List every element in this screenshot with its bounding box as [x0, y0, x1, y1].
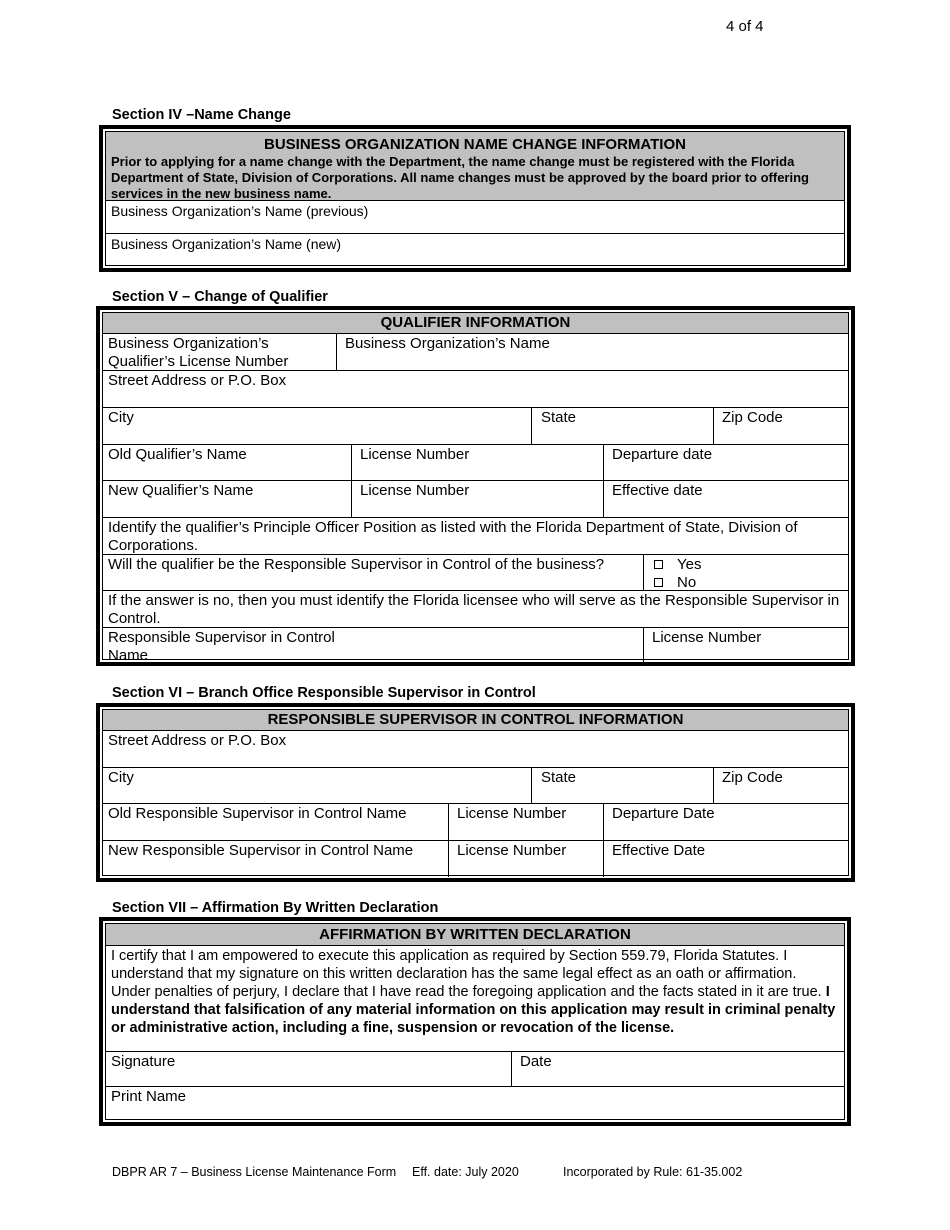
- section-iv-notice: Prior to applying for a name change with the Department, the name change must be registered with the Florida Department of State, Division of Corporations. All name changes must be approved by the board prior to offering services in the new business name.: [111, 154, 809, 201]
- qualifier-row-1: [103, 333, 848, 370]
- principal-officer-field[interactable]: [103, 517, 848, 554]
- rsic-question-row: [103, 554, 848, 590]
- zip-code-label: Zip Code: [722, 409, 783, 426]
- business-name-previous-field[interactable]: [106, 200, 844, 233]
- qualifier-license-label-2: Qualifier’s License Number: [108, 353, 289, 370]
- rsic-effective-date-label: Effective Date: [612, 842, 706, 859]
- new-rsic-name-label: New Responsible Supervisor in Control Name: [108, 842, 414, 859]
- section-vii-box: [99, 917, 851, 1126]
- business-name-new-field[interactable]: [106, 233, 844, 267]
- old-qualifier-license-field[interactable]: [351, 445, 603, 480]
- section-iv-box: [99, 125, 851, 272]
- if-no-text: If the answer is no, then you must identify the Florida licensee who will serve as the Responsible Supervisor in Control.: [108, 592, 840, 627]
- qualifier-license-label-1: Business Organization’s: [108, 335, 269, 352]
- old-qualifier-name-field[interactable]: [103, 445, 351, 480]
- section-vii-title: Section VII – Affirmation By Written Declaration: [112, 900, 439, 916]
- rsic-departure-date-label: Departure Date: [612, 805, 715, 822]
- yes-no-options: [643, 555, 848, 590]
- section-vii-header: AFFIRMATION BY WRITTEN DECLARATION: [106, 924, 844, 945]
- no-option[interactable]: [654, 574, 843, 590]
- signature-label: Signature: [111, 1053, 176, 1070]
- old-rsic-row: [103, 803, 848, 840]
- org-name-field[interactable]: [336, 334, 848, 370]
- street-address-field[interactable]: [103, 370, 848, 407]
- new-rsic-license-field[interactable]: [448, 841, 603, 877]
- branch-state-label: State: [541, 769, 577, 786]
- no-label: No: [677, 574, 697, 590]
- branch-street-field[interactable]: [103, 730, 848, 767]
- declaration-body: I certify that I am empowered to execute this application as required by Section 559.79, Florida Statutes. I understand that my signature on this written declaration has the same legal effect as an oath or affirmation. Under penalties of perjury, I declare that I have read the foregoing application and the facts stated in it are true.: [111, 948, 826, 1000]
- section-vi-header: RESPONSIBLE SUPERVISOR IN CONTROL INFORMATION: [103, 710, 848, 730]
- branch-zip-label: Zip Code: [722, 769, 783, 786]
- state-field[interactable]: [531, 408, 713, 444]
- yes-checkbox[interactable]: [654, 560, 663, 569]
- city-state-zip-row: [103, 407, 848, 444]
- section-v-box: [96, 306, 855, 666]
- new-rsic-name-field[interactable]: [103, 841, 448, 877]
- footer-eff-date: Eff. date: July 2020: [412, 1165, 519, 1179]
- rsic-effective-date-field[interactable]: [603, 841, 848, 877]
- old-rsic-name-label: Old Responsible Supervisor in Control Name: [108, 805, 407, 822]
- principal-officer-text: Identify the qualifier’s Principle Officer Position as listed with the Florida Department of State, Division of Corporations.: [108, 519, 798, 554]
- old-qualifier-license-label: License Number: [360, 446, 470, 463]
- section-iv-header: [106, 132, 844, 200]
- branch-zip-field[interactable]: [713, 768, 848, 803]
- business-name-new-label: Business Organization’s Name (new): [111, 236, 342, 252]
- branch-state-field[interactable]: [531, 768, 713, 803]
- if-no-notice: [103, 590, 848, 627]
- rsic-departure-date-field[interactable]: [603, 804, 848, 840]
- yes-option[interactable]: [654, 556, 843, 574]
- departure-date-field[interactable]: [603, 445, 848, 480]
- section-vi-title: Section VI – Branch Office Responsible Supervisor in Control: [112, 685, 536, 701]
- section-v-header: QUALIFIER INFORMATION: [103, 313, 848, 333]
- old-qualifier-row: [103, 444, 848, 480]
- old-qualifier-name-label: Old Qualifier’s Name: [108, 446, 247, 463]
- city-field[interactable]: [103, 408, 531, 444]
- declaration-warning: I understand that falsification of any material information on this application may result in criminal penalty or administrative action, including a fine, suspension or revocation of the license.: [111, 984, 836, 1036]
- branch-city-label: City: [108, 769, 134, 786]
- new-rsic-row: [103, 840, 848, 877]
- rsic-name-label-1: Responsible Supervisor in Control: [108, 629, 335, 646]
- new-qualifier-row: [103, 480, 848, 517]
- zip-code-field[interactable]: [713, 408, 848, 444]
- effective-date-field[interactable]: [603, 481, 848, 517]
- yes-label: Yes: [677, 556, 702, 573]
- old-rsic-license-field[interactable]: [448, 804, 603, 840]
- signature-field[interactable]: [106, 1052, 511, 1086]
- new-rsic-license-label: License Number: [457, 842, 567, 859]
- section-v-title: Section V – Change of Qualifier: [112, 289, 328, 305]
- departure-date-label: Departure date: [612, 446, 713, 463]
- declaration-text: [106, 945, 844, 1051]
- page-number: 4 of 4: [726, 18, 764, 35]
- city-label: City: [108, 409, 134, 426]
- qualifier-license-number-field[interactable]: [103, 334, 336, 370]
- footer-rule: Incorporated by Rule: 61-35.002: [563, 1165, 743, 1179]
- rsic-question-text: Will the qualifier be the Responsible Supervisor in Control of the business?: [108, 556, 605, 573]
- date-field[interactable]: [511, 1052, 844, 1086]
- print-name-label: Print Name: [111, 1088, 187, 1105]
- section-iv-header-title: BUSINESS ORGANIZATION NAME CHANGE INFORMATION: [264, 136, 686, 153]
- no-checkbox[interactable]: [654, 578, 663, 587]
- new-qualifier-name-label: New Qualifier’s Name: [108, 482, 254, 499]
- rsic-name-row: [103, 627, 848, 663]
- business-name-previous-label: Business Organization’s Name (previous): [111, 203, 369, 219]
- state-label: State: [541, 409, 577, 426]
- new-qualifier-license-label: License Number: [360, 482, 470, 499]
- street-address-label: Street Address or P.O. Box: [108, 372, 287, 389]
- section-iv-title: Section IV –Name Change: [112, 107, 291, 123]
- branch-street-label: Street Address or P.O. Box: [108, 732, 287, 749]
- rsic-license-field[interactable]: [643, 628, 848, 663]
- branch-city-field[interactable]: [103, 768, 531, 803]
- rsic-name-field[interactable]: [103, 628, 643, 663]
- footer-form-id: DBPR AR 7 – Business License Maintenance Form: [112, 1165, 397, 1179]
- effective-date-label: Effective date: [612, 482, 703, 499]
- new-qualifier-license-field[interactable]: [351, 481, 603, 517]
- print-name-field[interactable]: [106, 1086, 844, 1121]
- section-vi-box: [96, 703, 855, 882]
- signature-date-row: [106, 1051, 844, 1086]
- date-label: Date: [520, 1053, 552, 1070]
- rsic-license-label: License Number: [652, 629, 762, 646]
- org-name-label: Business Organization’s Name: [345, 335, 550, 352]
- branch-city-state-zip-row: [103, 767, 848, 803]
- old-rsic-name-field[interactable]: [103, 804, 448, 840]
- old-rsic-license-label: License Number: [457, 805, 567, 822]
- new-qualifier-name-field[interactable]: [103, 481, 351, 517]
- rsic-name-label-2: Name: [108, 647, 149, 663]
